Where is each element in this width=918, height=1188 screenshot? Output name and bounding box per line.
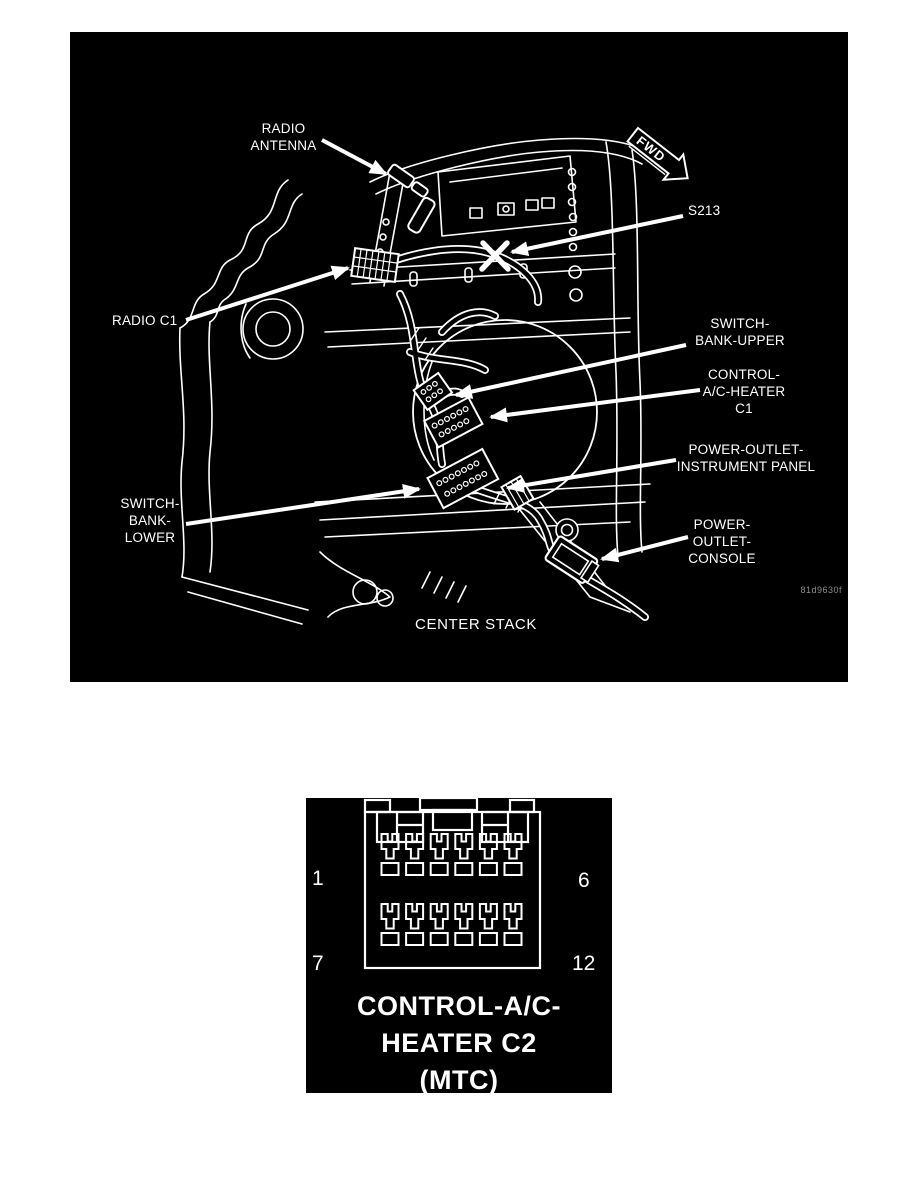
radio-antenna-connector [387,164,415,189]
label-radio-c1: RADIO C1 [112,313,178,328]
fwd-arrow-icon [623,122,698,190]
pin-number-1: 1 [312,867,324,890]
label-switch-bank-lower: SWITCH- BANK- LOWER [120,496,180,545]
label-s213: S213 [688,203,721,218]
fwd-arrow-label: FWD [633,133,669,165]
figure-caption: CENTER STACK [415,616,537,633]
label-switch-bank-upper: SWITCH- BANK-UPPER [695,316,785,348]
pin-number-6: 6 [578,869,590,892]
center-stack-line-art [70,32,848,682]
leader-switch-bank-lower [186,489,419,524]
leader-power-outlet-ip [508,460,676,488]
connector-pinout-figure [306,798,612,1093]
label-control-ac-heater-c1: CONTROL- A/C-HEATER C1 [702,367,786,416]
pin-number-7: 7 [312,952,324,975]
figure-code: 81d9630f [800,585,842,595]
connector-title: CONTROL-A/C- HEATER C2 (MTC) [357,991,561,1095]
label-radio-antenna: RADIO ANTENNA [250,121,317,153]
terminal-cavities [382,834,522,945]
label-power-outlet-ip: POWER-OUTLET- INSTRUMENT PANEL [676,442,816,474]
leader-switch-bank-upper [456,345,686,395]
wiring-harness [370,249,645,617]
label-power-outlet-console: POWER- OUTLET- CONSOLE [688,517,756,566]
pin-number-12: 12 [572,952,596,975]
radio-c1-connector [351,248,398,282]
center-stack-figure [70,32,848,682]
leader-radio-c1 [186,268,348,320]
leader-s213 [512,216,683,252]
connector-outline [365,798,540,968]
